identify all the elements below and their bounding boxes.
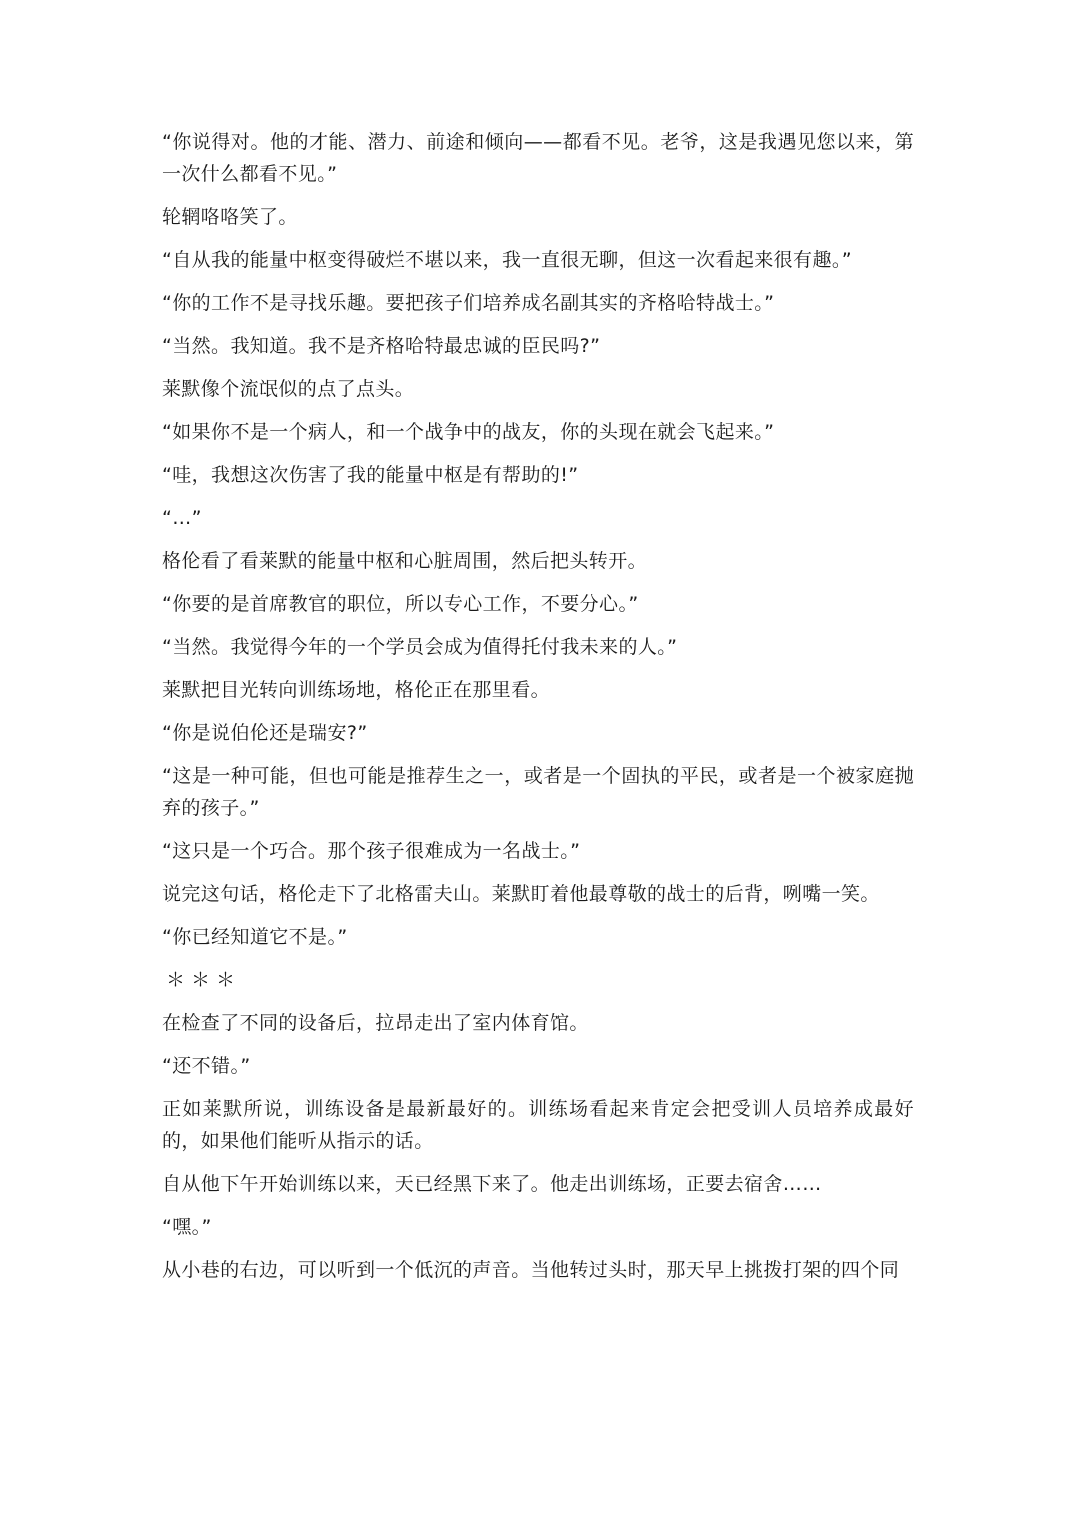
paragraph: 轮辋咯咯笑了。 — [162, 206, 298, 228]
paragraph: “你的工作不是寻找乐趣。要把孩子们培养成名副其实的齐格哈特战士。” — [162, 292, 775, 314]
paragraph: “你说得对。他的才能、潜力、前途和倾向——都看不见。老爷，这是我遇见您以来，第一次什么都看不见。” — [162, 131, 914, 185]
paragraph: 正如莱默所说，训练设备是最新最好的。训练场看起来肯定会把受训人员培养成最好的，如果他们能听从指示的话。 — [162, 1098, 914, 1152]
paragraph: “自从我的能量中枢变得破烂不堪以来，我一直很无聊，但这一次看起来很有趣。” — [162, 249, 852, 271]
paragraph: “你是说伯伦还是瑞安?” — [162, 722, 368, 744]
paragraph: “这只是一个巧合。那个孩子很难成为一名战士。” — [162, 840, 581, 862]
paragraph: 莱默把目光转向训练场地，格伦正在那里看。 — [162, 679, 551, 701]
section-separator: ＊＊＊ — [166, 969, 242, 991]
paragraph: “嘿。” — [162, 1216, 212, 1238]
paragraph: “你已经知道它不是。” — [162, 926, 348, 948]
paragraph: “当然。我觉得今年的一个学员会成为值得托付我未来的人。” — [162, 636, 678, 658]
paragraph: “这是一种可能，但也可能是推荐生之一，或者是一个固执的平民，或者是一个被家庭抛弃的孩子。” — [162, 765, 914, 819]
paragraph: 莱默像个流氓似的点了点头。 — [162, 378, 415, 400]
paragraph: 格伦看了看莱默的能量中枢和心脏周围，然后把头转开。 — [162, 550, 648, 572]
paragraph: “你要的是首席教官的职位，所以专心工作，不要分心。” — [162, 593, 639, 615]
paragraph: “还不错。” — [162, 1055, 251, 1077]
paragraph: 从小巷的右边，可以听到一个低沉的声音。当他转过头时，那天早上挑拨打架的四个同 — [162, 1259, 900, 1281]
body-text — [162, 126, 914, 1297]
paragraph: “当然。我知道。我不是齐格哈特最忠诚的臣民吗?” — [162, 335, 601, 357]
paragraph: “…” — [162, 507, 202, 529]
paragraph: 说完这句话，格伦走下了北格雷夫山。莱默盯着他最尊敬的战士的后背，咧嘴一笑。 — [162, 883, 880, 905]
paragraph: “如果你不是一个病人，和一个战争中的战友，你的头现在就会飞起来。” — [162, 421, 775, 443]
paragraph: 自从他下午开始训练以来，天已经黑下来了。他走出训练场，正要去宿舍…… — [162, 1173, 822, 1195]
paragraph: “哇，我想这次伤害了我的能量中枢是有帮助的!” — [162, 464, 579, 486]
paragraph: 在检查了不同的设备后，拉昂走出了室内体育馆。 — [162, 1012, 589, 1034]
